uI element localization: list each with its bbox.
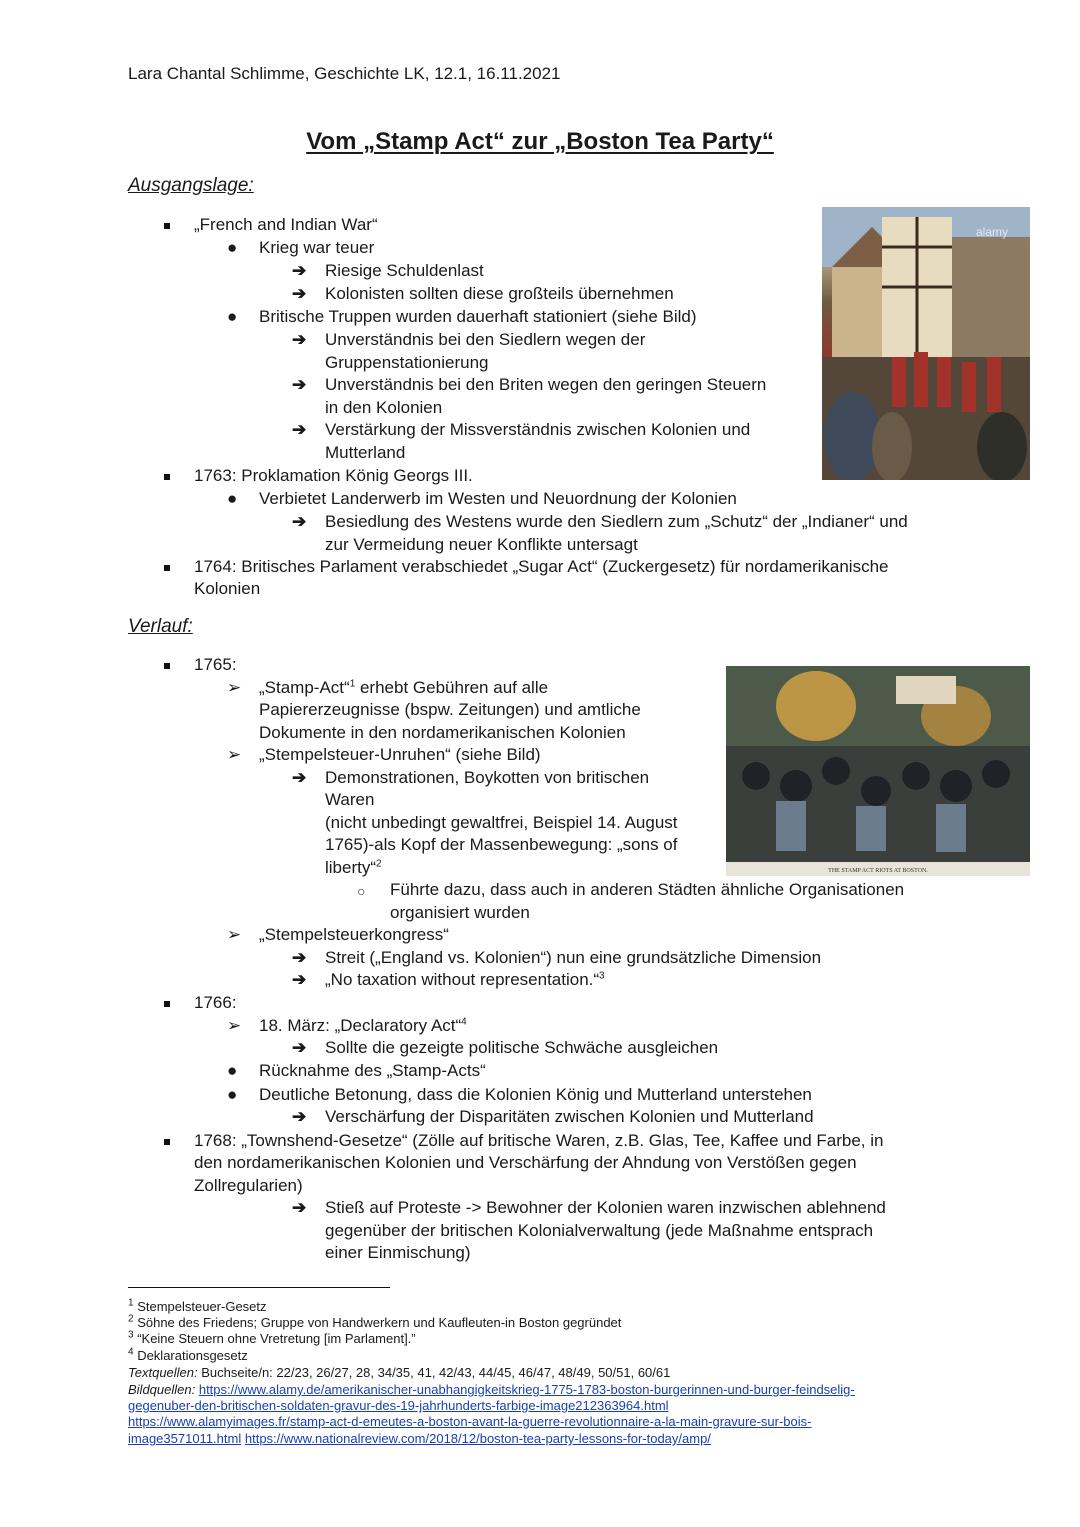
bullet-icon: ● (227, 1085, 238, 1104)
list-item: 18. März: „Declaratory Act“$^4$ (259, 1016, 467, 1035)
triangle-bullet-icon: ➢ (227, 925, 242, 944)
triangle-bullet-icon: ➢ (227, 678, 242, 697)
list-item: 1763: Proklamation König Georgs III. (194, 466, 473, 485)
bullet-icon: ● (227, 1061, 238, 1080)
list-item-continuation: Dokumente in den nordamerikanischen Kolonien (259, 723, 626, 742)
list-item: Rücknahme des „Stamp-Acts“ (259, 1061, 486, 1080)
image-sources-cont (128, 1398, 669, 1414)
list-item-continuation: Zollregularien) (194, 1176, 303, 1195)
list-item: Streit („England vs. Kolonien“) nun eine grundsätzliche Dimension (325, 948, 822, 967)
list-item-continuation: Kolonien (194, 579, 261, 598)
list-item: 1765: (194, 655, 237, 674)
list-item-continuation: Gruppenstationierung (325, 353, 489, 372)
list-item: Stieß auf Proteste -> Bewohner der Kolonien waren inzwischen ablehnend (325, 1198, 886, 1217)
list-item: Führte dazu, dass auch in anderen Städten ähnliche Organisationen (390, 880, 905, 899)
arrow-icon: ➔ (292, 768, 307, 787)
list-item: „Stamp-Act“$^1$ erhebt Gebühren auf alle (259, 678, 549, 697)
arrow-icon: ➔ (292, 1107, 307, 1126)
source-link[interactable]: gegenuber-den-britischen-soldaten-gravur-des-19-jahrhunderts-farbige-image212363964.html (128, 1398, 669, 1413)
list-item: Krieg war teuer (259, 238, 375, 257)
triangle-bullet-icon: ➢ (227, 745, 242, 764)
bullet-icon: ● (227, 238, 238, 257)
list-item: Unverständnis bei den Siedlern wegen der (325, 330, 646, 349)
soldiers-engraving-image (822, 207, 1030, 480)
list-item: Riesige Schuldenlast (325, 261, 484, 280)
list-item: Verschärfung der Disparitäten zwischen Kolonien und Mutterland (325, 1107, 814, 1126)
list-item: Besiedlung des Westens wurde den Siedlern zum „Schutz“ der „Indianer“ und (325, 512, 908, 531)
arrow-icon: ➔ (292, 420, 307, 439)
arrow-icon: ➔ (292, 512, 307, 531)
list-item: Verbietet Landerwerb im Westen und Neuordnung der Kolonien (259, 489, 737, 508)
square-bullet-icon (164, 223, 170, 229)
arrow-icon: ➔ (292, 948, 307, 967)
arrow-icon: ➔ (292, 261, 307, 280)
source-link[interactable]: https://www.alamyimages.fr/stamp-act-d-emeutes-a-boston-avant-la-guerre-revolutionnaire-a-la-main-gravure-sur-bois- (128, 1414, 812, 1429)
arrow-icon: ➔ (292, 375, 307, 394)
image-sources: Bildquellen: https://www.alamy.de/amerikanischer-unabhangigkeitskrieg-1775-1783-boston-burgerinnen-und-burger-feindselig- (128, 1382, 855, 1397)
bullet-icon: ● (227, 489, 238, 508)
list-item: 1766: (194, 993, 237, 1012)
circle-bullet-icon: ○ (357, 883, 366, 899)
list-item: „Stempelsteuerkongress“ (259, 925, 449, 944)
list-item: 1768: „Townshend-Gesetze“ (Zölle auf britische Waren, z.B. Glas, Tee, Kaffee und Farbe, in (194, 1131, 884, 1150)
list-item-continuation: Papiererzeugnisse (bspw. Zeitungen) und amtliche (259, 700, 641, 719)
list-item-continuation: den nordamerikanischen Kolonien und Verschärfung der Ahndung von Verstößen gegen (194, 1153, 857, 1172)
list-item: „French and Indian War“ (194, 215, 378, 234)
list-item-continuation: Waren (325, 790, 375, 809)
source-link[interactable]: image3571011.html (128, 1431, 242, 1446)
square-bullet-icon (164, 1139, 170, 1145)
watermark: alamy (975, 225, 1008, 239)
square-bullet-icon (164, 474, 170, 480)
list-item-continuation: einer Einmischung) (325, 1243, 471, 1262)
image-sources-cont (128, 1431, 711, 1447)
list-item-continuation: 1765)-als Kopf der Massenbewegung: „sons of (325, 835, 678, 854)
arrow-icon: ➔ (292, 1198, 307, 1217)
image-sources-cont (128, 1414, 811, 1430)
list-item-continuation: organisiert wurden (390, 903, 530, 922)
footnote-1: $^1$ Stempelsteuer-Gesetz (128, 1297, 267, 1314)
arrow-icon: ➔ (292, 1038, 307, 1057)
footnote-divider (128, 1287, 390, 1288)
arrow-icon: ➔ (292, 330, 307, 349)
square-bullet-icon (164, 1001, 170, 1007)
list-item: „Stempelsteuer-Unruhen“ (siehe Bild) (259, 745, 541, 764)
list-item: Verstärkung der Missverständnis zwischen Kolonien und (325, 420, 751, 439)
triangle-bullet-icon: ➢ (227, 1016, 242, 1035)
list-item: Kolonisten sollten diese großteils übernehmen (325, 284, 674, 303)
list-item: Unverständnis bei den Briten wegen den geringen Steuern (325, 375, 767, 394)
list-item-continuation: (nicht unbedingt gewaltfrei, Beispiel 14. August (325, 813, 678, 832)
stamp-act-riots-image (726, 666, 1030, 876)
bullet-icon: ● (227, 307, 238, 326)
list-item-continuation: liberty“$^2$ (325, 858, 382, 877)
list-item-continuation: zur Vermeidung neuer Konflikte untersagt (325, 535, 638, 554)
list-item: „No taxation without representation.“$^3$ (325, 970, 605, 989)
document-header: Lara Chantal Schlimme, Geschichte LK, 12.1, 16.11.2021 (128, 64, 561, 83)
image-caption: THE STAMP ACT RIOTS AT BOSTON. (828, 868, 928, 874)
source-link[interactable]: https://www.alamy.de/amerikanischer-unabhangigkeitskrieg-1775-1783-boston-burgerinnen-und-burger-feindselig- (198, 1382, 855, 1397)
footnote-3: $^3$ “Keine Steuern ohne Vretretung [im Parlament].” (128, 1329, 416, 1346)
square-bullet-icon (164, 565, 170, 571)
list-item: Demonstrationen, Boykotten von britischen (325, 768, 650, 787)
list-item-continuation: Mutterland (325, 443, 406, 462)
footnote-4: $^4$ Deklarationsgesetz (128, 1346, 248, 1363)
arrow-icon: ➔ (292, 970, 307, 989)
list-item: 1764: Britisches Parlament verabschiedet „Sugar Act“ (Zuckergesetz) für nordamerikanische (194, 557, 889, 576)
footnote-2: $^2$ Söhne des Friedens; Gruppe von Handwerkern und Kaufleuten-in Boston gegründet (128, 1313, 622, 1330)
section-heading-ausgangslage: Ausgangslage: (128, 175, 254, 196)
text-sources: Textquellen: Buchseite/n: 22/23, 26/27, 28, 34/35, 41, 42/43, 44/45, 46/47, 48/49, 50/51, 60/61 (128, 1365, 671, 1380)
page-title: Vom „Stamp Act“ zur „Boston Tea Party“ (306, 128, 774, 155)
list-item: Sollte die gezeigte politische Schwäche ausgleichen (325, 1038, 719, 1057)
list-item-continuation: in den Kolonien (325, 398, 443, 417)
square-bullet-icon (164, 663, 170, 669)
list-item: Britische Truppen wurden dauerhaft stationiert (siehe Bild) (259, 307, 697, 326)
arrow-icon: ➔ (292, 284, 307, 303)
source-link[interactable]: https://www.nationalreview.com/2018/12/boston-tea-party-lessons-for-today/amp/ (244, 1431, 711, 1446)
section-heading-verlauf: Verlauf: (128, 616, 193, 637)
list-item: Deutliche Betonung, dass die Kolonien König und Mutterland unterstehen (259, 1085, 812, 1104)
list-item-continuation: gegenüber der britischen Kolonialverwaltung (jede Maßnahme entsprach (325, 1221, 874, 1240)
